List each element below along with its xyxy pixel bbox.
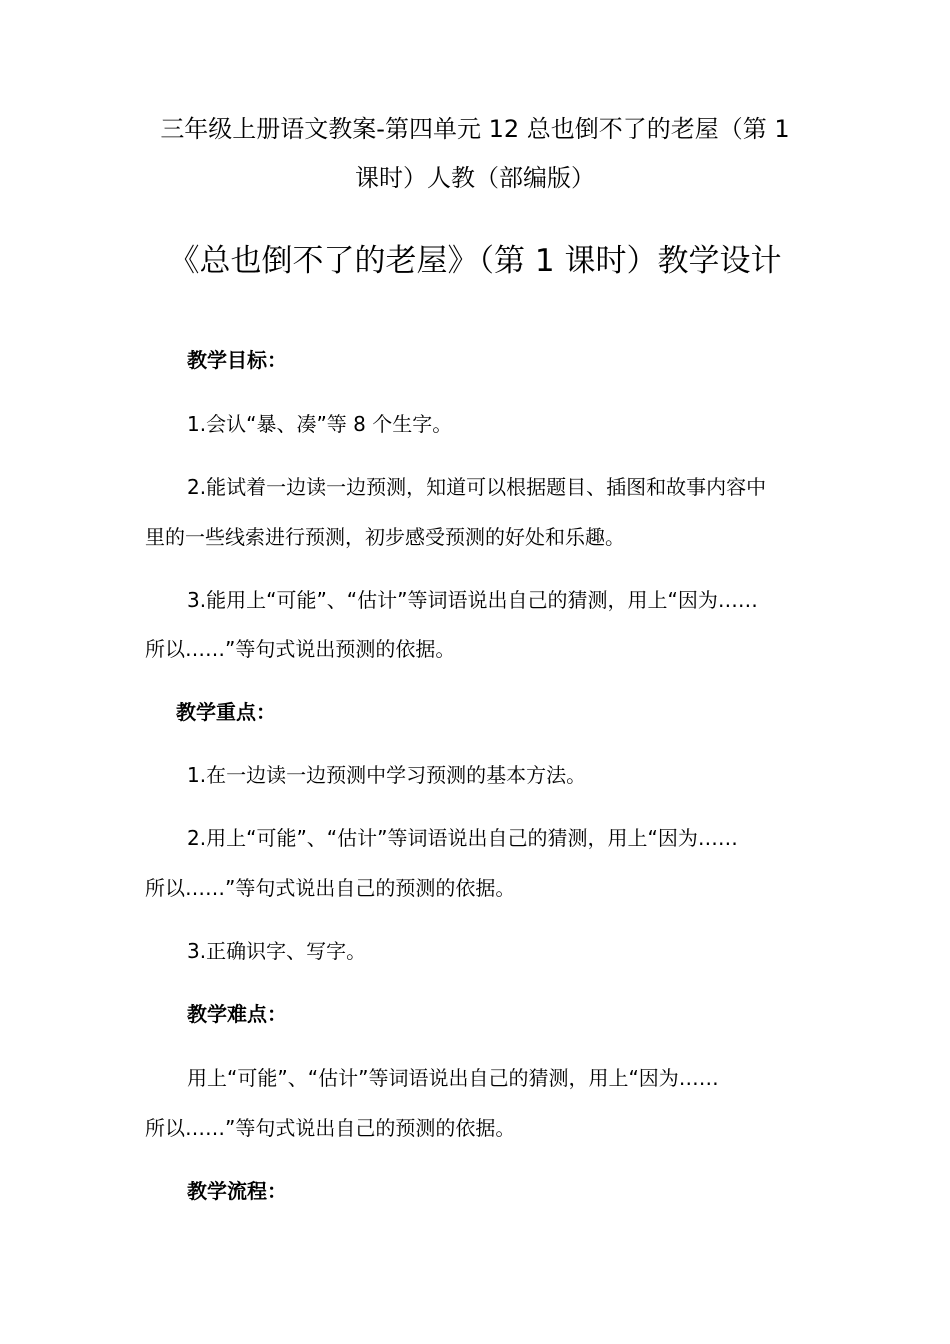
document-title-line-1: 三年级上册语文教案-第四单元 12 总也倒不了的老屋（第 1 — [160, 115, 790, 143]
process-heading: 教学流程： — [187, 1179, 287, 1203]
key-point-item-1: 1.在一边读一边预测中学习预测的基本方法。 — [187, 763, 587, 787]
objective-item-3-line-2: 所以……”等句式说出预测的依据。 — [145, 637, 456, 661]
key-point-item-2-line-2: 所以……”等句式说出自己的预测的依据。 — [145, 876, 516, 900]
difficulties-text-line-2: 所以……”等句式说出自己的预测的依据。 — [145, 1116, 516, 1140]
difficulties-heading: 教学难点： — [187, 1002, 287, 1026]
objective-item-2-line-1: 2.能试着一边读一边预测，知道可以根据题目、插图和故事内容中 — [187, 475, 767, 499]
objectives-heading: 教学目标： — [187, 348, 287, 372]
objective-item-1: 1.会认“暴、凑”等 8 个生字。 — [187, 412, 453, 436]
key-points-heading: 教学重点： — [176, 700, 276, 724]
document-title-line-2: 课时）人教（部编版） — [355, 164, 595, 192]
key-point-item-3: 3.正确识字、写字。 — [187, 939, 367, 963]
objective-item-3-line-1: 3.能用上“可能”、“估计”等词语说出自己的猜测，用上“因为…… — [187, 588, 758, 612]
objective-item-2-line-2: 里的一些线索进行预测，初步感受预测的好处和乐趣。 — [145, 525, 625, 549]
document-subtitle: 《总也倒不了的老屋》（第 1 课时）教学设计 — [168, 243, 782, 279]
key-point-item-2-line-1: 2.用上“可能”、“估计”等词语说出自己的猜测，用上“因为…… — [187, 826, 738, 850]
difficulties-text-line-1: 用上“可能”、“估计”等词语说出自己的猜测，用上“因为…… — [187, 1066, 719, 1090]
